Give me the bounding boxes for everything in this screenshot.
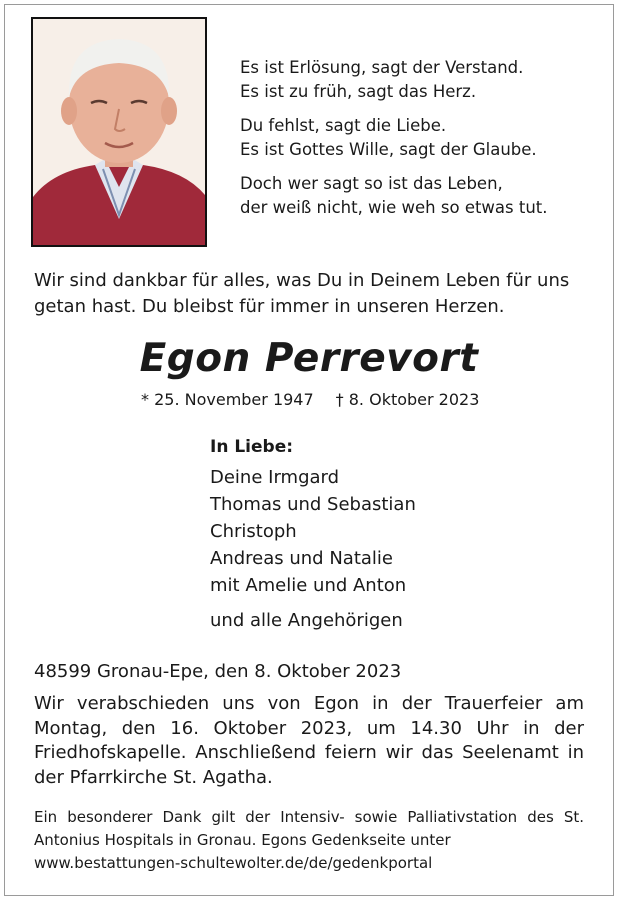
memorial-link[interactable]: www.bestattungen-schultewolter.de/de/gedenkportal xyxy=(34,854,433,872)
poem-line: Du fehlst, sagt die Liebe. xyxy=(240,116,447,135)
poem-stanza xyxy=(240,114,548,162)
family-member: Andreas und Natalie xyxy=(210,548,393,569)
poem-stanza xyxy=(240,56,548,104)
deceased-name: Egon Perrevort xyxy=(139,336,479,381)
family-closing: und alle Angehörigen xyxy=(210,610,403,631)
life-dates xyxy=(141,390,479,409)
death-date: † 8. Oktober 2023 xyxy=(335,390,480,409)
family-member: mit Amelie und Anton xyxy=(210,575,407,596)
family-member: Christoph xyxy=(210,521,297,542)
poem-line: Es ist zu früh, sagt das Herz. xyxy=(240,82,477,101)
poem-line: Es ist Gottes Wille, sagt der Glaube. xyxy=(240,140,537,159)
poem-stanza xyxy=(240,172,548,220)
thanks-text: Ein besonderer Dank gilt der Intensiv- sowie Palliativstation des St. Antonius Hospitals in Gronau. Egons Gedenkseite unter xyxy=(34,808,584,849)
family-member: Thomas und Sebastian xyxy=(210,494,416,515)
family-member: Deine Irmgard xyxy=(210,467,340,488)
birth-date: * 25. November 1947 xyxy=(141,390,314,409)
poem-line: Doch wer sagt so ist das Leben, xyxy=(240,174,503,193)
poem-line: der weiß nicht, wie weh so etwas tut. xyxy=(240,198,548,217)
ceremony-text: Wir verabschieden uns von Egon in der Trauerfeier am Montag, den 16. Oktober 2023, um 14.30 Uhr in der Friedhofskapelle. Anschließend feiern wir das Seelenamt in der Pfarrkirche St. Agatha. xyxy=(34,693,584,788)
family-heading: In Liebe: xyxy=(210,437,294,457)
poem xyxy=(240,56,548,230)
place-date: 48599 Gronau-Epe, den 8. Oktober 2023 xyxy=(34,661,402,682)
gratitude-text: Wir sind dankbar für alles, was Du in Deinem Leben für uns getan hast. Du bleibst für immer in unseren Herzen. xyxy=(34,270,570,317)
family-list xyxy=(210,436,416,634)
poem-line: Es ist Erlösung, sagt der Verstand. xyxy=(240,58,524,77)
portrait-photo xyxy=(31,17,207,247)
portrait-illustration xyxy=(33,19,205,245)
thanks-note xyxy=(34,806,584,875)
